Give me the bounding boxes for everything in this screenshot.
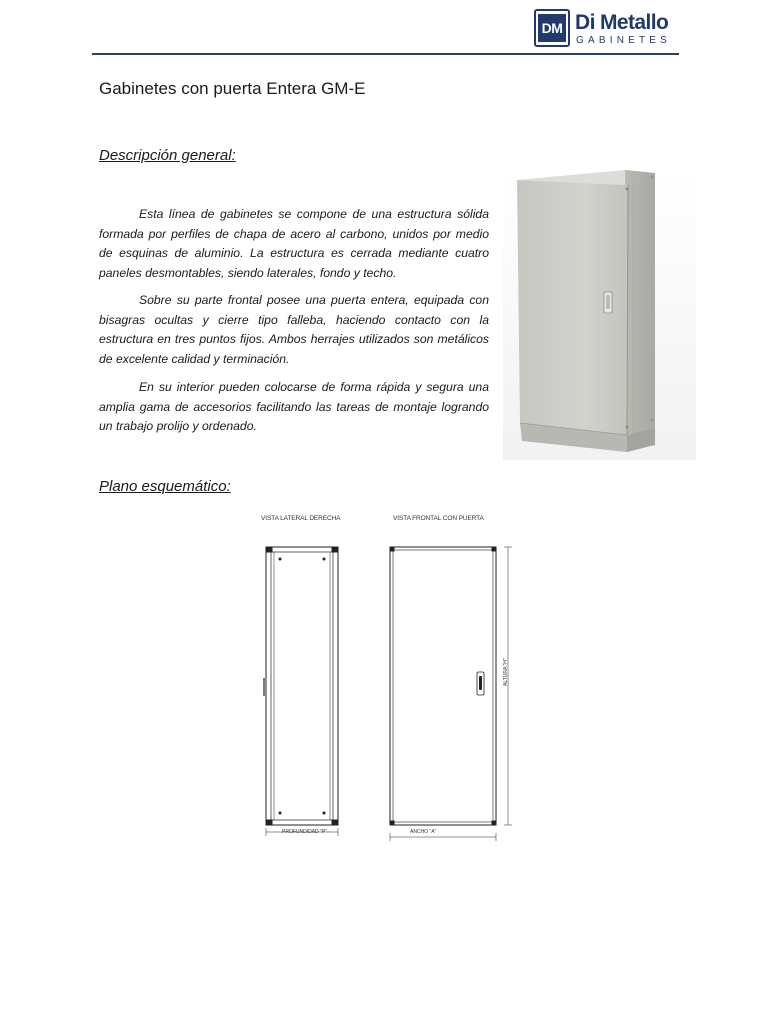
depth-dimension-label: PROFUNDIDAD "P": [282, 829, 327, 835]
description-heading: Descripción general:: [99, 147, 236, 164]
description-paragraph-2: Sobre su parte frontal posee una puerta entera, equipada con bisagras ocultas y cierre tipo falleba, haciendo contacto con la estructura en tres puntos fijos. Ambos herrajes utilizados son metálicos de excelente calidad y terminación.: [99, 293, 489, 366]
logo-monogram-frame: [534, 9, 570, 47]
front-view-drawing: [390, 547, 512, 841]
side-view-drawing: [264, 547, 338, 836]
brand-name: Di Metallo: [575, 11, 669, 34]
document-title: Gabinetes con puerta Entera GM-E: [99, 79, 366, 98]
schematic-heading: Plano esquemático:: [99, 478, 231, 495]
schematic-plan: [240, 508, 530, 848]
width-dimension-label: ANCHO "A": [410, 829, 437, 835]
height-dimension-label: ALTURA "H": [503, 658, 509, 686]
header-divider: [92, 53, 679, 55]
side-view-label: VISTA LATERAL DERECHA: [261, 515, 341, 522]
logo-monogram: DM: [538, 14, 566, 42]
brand-tagline: GABINETES: [576, 35, 672, 46]
description-paragraph-3: En su interior pueden colocarse de forma rápida y segura una amplia gama de accesorios facilitando las tareas de montaje logrando un trabajo prolijo y ordenado.: [99, 380, 489, 433]
front-view-label: VISTA FRONTAL CON PUERTA: [393, 515, 484, 522]
cabinet-photo: [503, 165, 696, 460]
brand-logo: [534, 9, 674, 49]
description-paragraph-1: Esta línea de gabinetes se compone de una estructura sólida formada por perfiles de chapa de acero al carbono, unidos por medio de esquinas de aluminio. La estructura es cerrada mediante cuatro paneles desmontables, siendo laterales, fondo y techo.: [99, 207, 489, 280]
